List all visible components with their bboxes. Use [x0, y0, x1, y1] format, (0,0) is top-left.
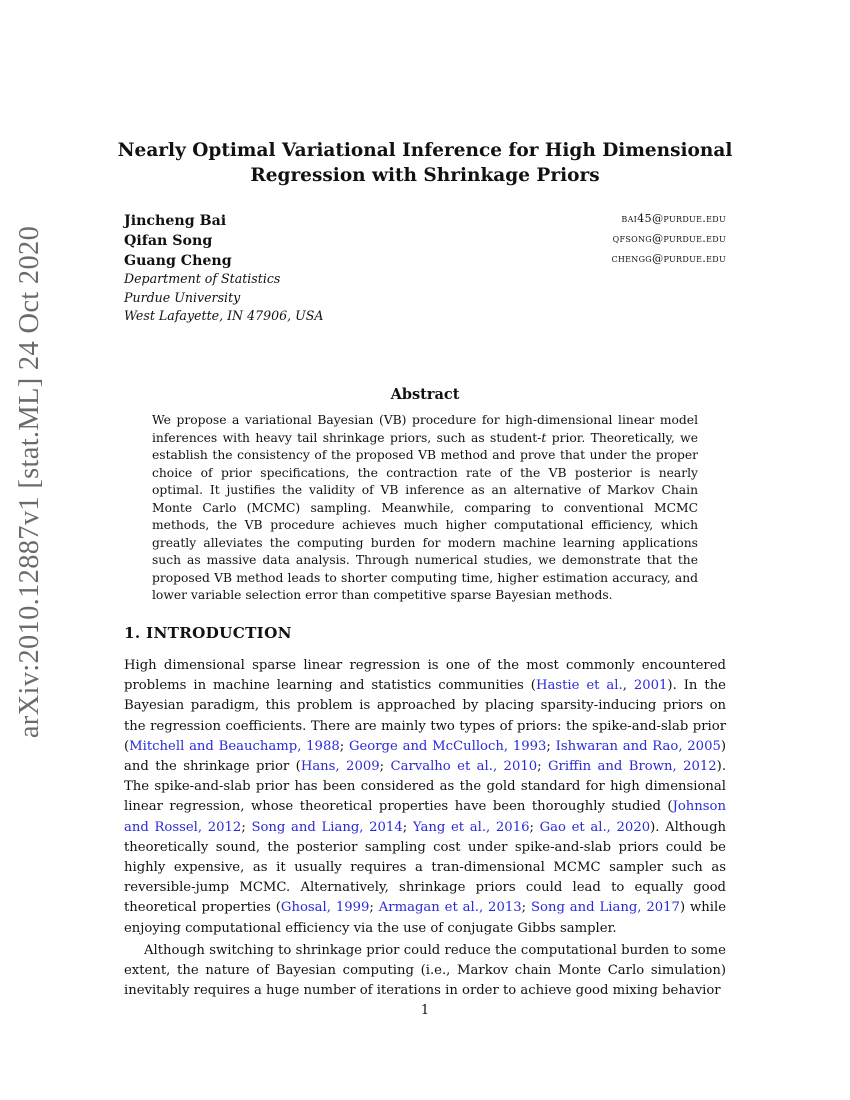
abstract-part-1: We propose a variational Bayesian (VB) procedure for high-dimensional linear model inferences with heavy tail shrinkage priors, such as student- [152, 413, 698, 445]
title-line-1: Nearly Optimal Variational Inference for High Dimensional [117, 140, 733, 161]
paper-title [100, 138, 750, 188]
citation-link[interactable]: Hans, 2009 [300, 759, 380, 775]
introduction-paragraph-1 [124, 656, 726, 939]
arxiv-identifier [8, 225, 52, 739]
introduction-body [124, 656, 726, 1001]
abstract-t-symbol: t [541, 430, 547, 445]
text-run: ; [339, 738, 349, 754]
author-name: Guang Cheng [124, 253, 232, 269]
text-run: ) and the shrinkage prior ( [124, 738, 727, 775]
arxiv-identifier-text: arXiv:2010.12887v1 [stat.ML] 24 Oct 2020 [14, 225, 45, 739]
citation-link[interactable]: Song and Liang, 2014 [251, 819, 403, 835]
author-block [124, 210, 726, 326]
citation-link[interactable]: Yang et al., 2016 [412, 819, 530, 835]
abstract-text [152, 412, 698, 605]
citation-link[interactable]: Gao et al., 2020 [539, 819, 651, 835]
author-email[interactable]: qfsong@purdue.edu [612, 232, 726, 245]
text-run: ). Although theoretically sound, the posterior sampling cost under spike-and-slab priors could be highly expensive, as it usually requires a tran-dimensional MCMC sampler such as reversible-jump MCMC. Alternatively, shrinkage priors could lead to equally good theoretical properties ( [124, 819, 727, 916]
citation-link[interactable]: Song and Liang, 2017 [530, 900, 680, 916]
author-email[interactable]: chengg@purdue.edu [611, 252, 726, 265]
author-name: Jincheng Bai [124, 213, 227, 229]
author-name: Qifan Song [124, 233, 213, 249]
citation-link[interactable]: Johnson and Rossel, 2012 [124, 799, 726, 835]
text-run: , [622, 678, 634, 694]
citation-link[interactable]: George and McCulloch, 1993 [348, 738, 547, 754]
citation-link[interactable]: Ishwaran and Rao, 2005 [555, 738, 721, 754]
text-run: High dimensional sparse linear regression is one of the most commonly encountered problems in machine learning and statistics communities ( [124, 658, 726, 694]
text-run: ; [241, 819, 252, 835]
citation-link[interactable]: Armagan et al., 2013 [378, 900, 522, 916]
text-run: ; [546, 738, 556, 754]
citation-link[interactable]: Griffin and Brown, 2012 [548, 759, 717, 775]
affiliation-department: Department of Statistics [124, 271, 281, 286]
author-row [124, 210, 726, 230]
title-line-2: Regression with Shrinkage Priors [250, 165, 600, 186]
page-number: 1 [420, 1003, 430, 1018]
text-run: ). The spike-and-slab prior has been considered as the gold standard for high dimensional linear regression, whose theoretical properties have been thoroughly studied ( [124, 759, 727, 815]
citation-link[interactable]: 2001 [633, 678, 668, 694]
text-run: ; [379, 759, 391, 775]
text-run: ). In the Bayesian paradigm, this problem is approached by placing sparsity-inducing priors on the regression coefficients. There are mainly two types of priors: the spike-and-slab prior ( [124, 678, 726, 754]
affiliation-university: Purdue University [124, 289, 241, 305]
section-heading-introduction: 1. INTRODUCTION [124, 624, 292, 642]
text-run: ; [537, 759, 548, 775]
text-run: ) while enjoying computational efficiency via the use of conjugate Gibbs sampler. [124, 900, 727, 936]
text-run: ; [369, 900, 379, 916]
text-run: ; [521, 900, 531, 916]
author-email[interactable]: bai45@purdue.edu [621, 212, 726, 225]
author-row [124, 250, 726, 270]
abstract-part-2: prior. Theoretically, we establish the consistency of the proposed VB method and prove that under the proper choice of prior specifications, the contraction rate of the VB posterior is nearly optimal. It justifies the validity of VB inference as an alternative of Markov Chain Monte Carlo (MCMC) sampling. Meanwhile, comparing to conventional MCMC methods, the VB procedure achieves much higher computational efficiency, which greatly alleviates the computing burden for modern machine learning applications such as massive data analysis. Through numerical studies, we demonstrate that the proposed VB method leads to shorter computing time, higher estimation accuracy, and lower variable selection error than competitive sparse Bayesian methods. [152, 430, 698, 602]
text-run: ; [529, 819, 540, 835]
citation-link[interactable]: Hastie et al. [535, 678, 623, 694]
affiliation-address: West Lafayette, IN 47906, USA [124, 308, 324, 323]
citation-link[interactable]: Carvalho et al., 2010 [390, 759, 538, 775]
citation-link[interactable]: Ghosal, 1999 [280, 900, 370, 916]
abstract-heading: Abstract [390, 386, 460, 403]
citation-link[interactable]: Mitchell and Beauchamp, 1988 [129, 738, 340, 754]
text-run: ; [402, 819, 413, 835]
author-row [124, 230, 726, 250]
introduction-paragraph-2: Although switching to shrinkage prior could reduce the computational burden to some extent, the nature of Bayesian computing (i.e., Markov chain Monte Carlo simulation) inevitably requires a huge number of iterations in order to achieve good mixing behavior [124, 942, 726, 999]
